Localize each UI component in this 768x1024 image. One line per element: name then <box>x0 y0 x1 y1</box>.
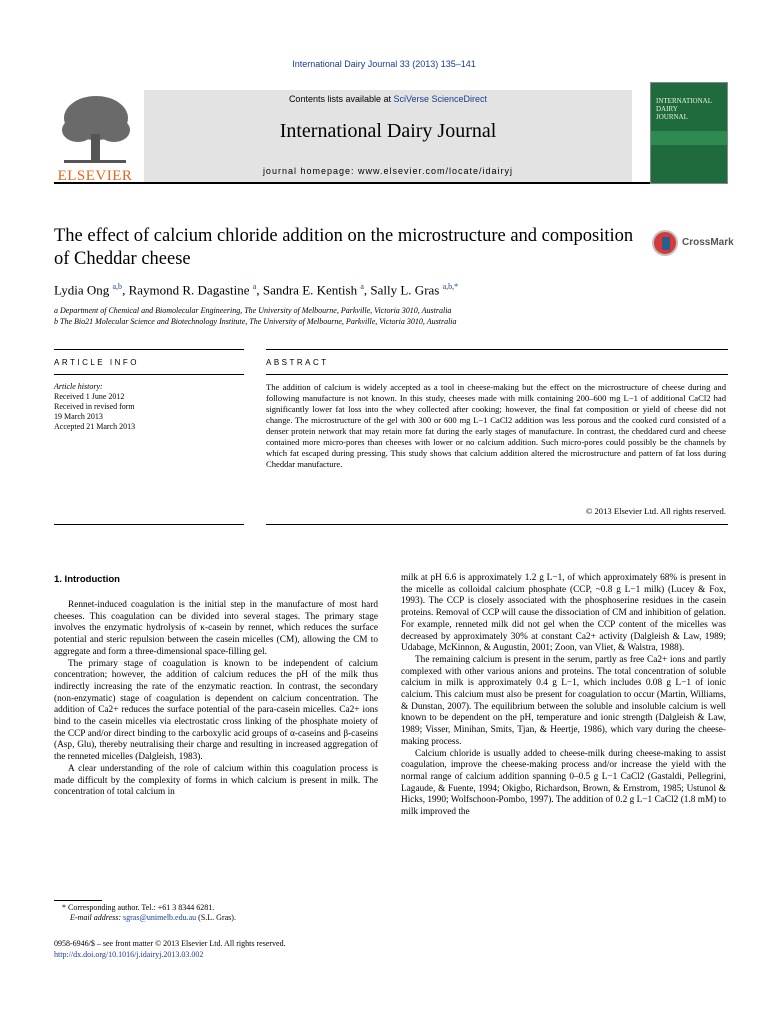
author-affiliation-mark[interactable]: a,b,* <box>442 282 459 291</box>
history-line: Accepted 21 March 2013 <box>54 422 136 431</box>
author-affiliation-mark[interactable]: a <box>360 282 364 291</box>
cover-line: INTERNATIONAL <box>656 97 712 105</box>
author-affiliation-mark[interactable]: a <box>252 282 257 291</box>
cover-title <box>656 97 712 121</box>
paper-title: The effect of calcium chloride addition on the microstructure and composition of Cheddar cheese <box>54 226 634 269</box>
paragraph: A clear understanding of the role of calcium within this coagulation process is made difficult by the complexity of forms in which calcium is present in milk. The concentration of total calcium in <box>54 763 378 798</box>
contents-line <box>144 94 632 104</box>
author-name: Sally L. Gras <box>370 282 440 298</box>
cover-band <box>651 131 727 145</box>
journal-homepage[interactable]: journal homepage: www.elsevier.com/locate/idairyj <box>262 166 514 176</box>
author-affiliation-mark[interactable]: a,b <box>112 282 123 291</box>
history-line: Received in revised form <box>54 402 135 411</box>
running-head: International Dairy Journal 33 (2013) 135–141 <box>292 59 476 69</box>
cover-line: JOURNAL <box>656 113 688 121</box>
divider <box>266 349 728 350</box>
history-line: Received 1 June 2012 <box>54 392 125 401</box>
crossmark-label: CrossMark <box>682 237 734 248</box>
sciencedirect-link[interactable]: SciVerse ScienceDirect <box>393 94 488 104</box>
footnote-rule <box>54 900 102 901</box>
history-line: 19 March 2013 <box>54 412 103 421</box>
publisher-name: ELSEVIER <box>57 168 133 184</box>
divider <box>54 374 244 375</box>
email-suffix: (S.L. Gras). <box>196 913 236 922</box>
author-name: Sandra E. Kentish <box>262 282 358 298</box>
crossmark-icon <box>652 230 678 256</box>
journal-cover-thumbnail <box>650 82 728 184</box>
cover-line: DAIRY <box>656 105 678 113</box>
abstract-copyright: © 2013 Elsevier Ltd. All rights reserved. <box>585 506 726 516</box>
paragraph: Calcium chloride is usually added to cheese-milk during cheese-making to assist coagulation, improve the cheese-making process and/or increase the yield with the normal range of calcium addition spanning 0–0.5 g L−1 CaCl2 (Gastaldi, Pellegrini, Lagaude, & Fuente, 1994; Okigbo, Richardson, Brown, & Ernstrom, 1985; Ustunol & Hicks, 1990; Wolfschoon-Pombo, 1997). The addition of 0.2 g L−1 CaCl2 (1.8 mM) to milk improved the <box>401 748 726 818</box>
email-link[interactable]: sgras@unimelb.edu.au <box>123 913 197 922</box>
article-history <box>54 382 244 432</box>
left-column <box>54 600 378 799</box>
abstract-text: The addition of calcium is widely accepted as a tool in cheese-making but the effect on the microstructure of cheese during and following manufacture is not known. In this study, cheeses made with milk containing 200–600 mg L−1 of additional CaCl2 had significantly lower fat loss into the whey collected after cooking; however, the final fat composition or yield of cheese did not change. The microstructure of the gel with 300 or 600 mg L−1 CaCl2 addition was less porous and the cooked curd consisted of a denser protein network that may retain more fat during the early stages of manufacture. In contrast, the cheddared curd and cheese contained more micro-pores than cheeses with lower or no calcium addition. Such micro-pores could possibly be the channels by which fat escaped during pressing. This study shows that calcium addition altered the microstructure and pattern of fat loss during Cheddar manufacture. <box>266 382 726 469</box>
divider <box>54 524 244 525</box>
divider <box>266 524 728 525</box>
footnote <box>54 903 384 923</box>
divider <box>54 349 244 350</box>
issn-line: 0958-6946/$ – see front matter © 2013 Elsevier Ltd. All rights reserved. <box>54 939 286 948</box>
journal-title: International Dairy Journal <box>279 120 497 142</box>
author-name: Lydia Ong <box>54 282 110 298</box>
author-name: Raymond R. Dagastine <box>128 282 250 298</box>
article-info-heading: ARTICLE INFO <box>54 358 139 367</box>
paragraph: Rennet-induced coagulation is the initial step in the manufacture of most hard cheeses. This coagulation can be divided into several stages. The primary stage involves the enzymatic hydrolysis of κ-casein by rennet, which reduces the surface potential and steric repulsion between the casein micelles (CM), allowing the CM to aggregate and form a three-dimensional space-filling gel. <box>54 600 378 657</box>
paragraph: The primary stage of coagulation is known to be independent of calcium concentration; however, the addition of calcium reduces the pH of the milk thus indirectly increasing the rate of the enzymatic reaction. In contrast, the secondary (non-enzymatic) stage of coagulation is dependent on calcium concentration. The addition of Ca2+ reduces the surface potential of the para-casein micelles. Ca2+ ions bind to the casein micelles via electrostatic cross linking of the phosphate moiety of the CCP and/or direct binding to the carboxylic acid groups of α-caseins and β-caseins (Asp, Glu), thereby neutralising their charge and resulting in increased aggregation of the renneted micelles (Dalgleish, 1983). <box>54 658 378 763</box>
corresponding-author: * Corresponding author. Tel.: +61 3 8344 6281. <box>62 903 215 912</box>
crossmark-badge[interactable] <box>650 230 734 258</box>
doi-link[interactable]: http://dx.doi.org/10.1016/j.idairyj.2013.03.002 <box>54 950 204 959</box>
bottom-info <box>54 938 384 960</box>
affiliation: a Department of Chemical and Biomolecular Engineering, The University of Melbourne, Parkville, Victoria 3010, Australia <box>54 306 452 315</box>
right-column <box>401 573 726 819</box>
contents-prefix: Contents lists available at <box>288 94 394 104</box>
divider <box>266 374 728 375</box>
section-heading-introduction: 1. Introduction <box>54 574 120 585</box>
paragraph: The remaining calcium is present in the serum, partly as free Ca2+ ions and partly complexed with other various anions and proteins. The total concentration of soluble calcium in milk is approximately 0.4 g L−1, which includes 0.08 g L−1 of ionic calcium. This calcium must also be present for coagulation to occur (Martin, Williams, & Dunstan, 2007). The equilibrium between the soluble and insoluble calcium is well known to be dependent on the pH, temperature and ionic strength (Dalgleish & Law, 1989; Visser, Minihan, Smits, Tjan, & Heertje, 1986), which vary during the cheese-making process. <box>401 654 726 747</box>
email-line <box>54 913 384 923</box>
abstract-heading: ABSTRACT <box>266 358 329 367</box>
author-list: Lydia Ong $^{a,b}$, Raymond R. Dagastine $^a$, Sandra E. Kentish $^a$, Sally L. Gras $^{a,b,*}$ <box>54 282 459 298</box>
paragraph: milk at pH 6.6 is approximately 1.2 g L−1, of which approximately 68% is present in the micelle as colloidal calcium phosphate (CCP, ~0.8 g L−1 milk) (Lucey & Fox, 1993). The CCP is closely associated with the phosphoserine residues in the casein proteins. Removal of CCP will cause the dissociation of CM and inhibition of gelation. For example, renneted milk did not gel when the CCP content of the micelles was decreased by approximately 30% at constant Ca2+ activity (Dalgleish & Law, 1989; Udabage, McKinnon, & Augustin, 2001; Zoon, van Vliet, & Walstra, 1988). <box>401 573 726 654</box>
email-label: E-mail address: <box>70 913 124 922</box>
history-label: Article history: <box>54 382 103 391</box>
affiliation: b The Bio21 Molecular Science and Biotechnology Institute, The University of Melbourne, Parkville, Victoria 3010, Australia <box>54 317 457 326</box>
